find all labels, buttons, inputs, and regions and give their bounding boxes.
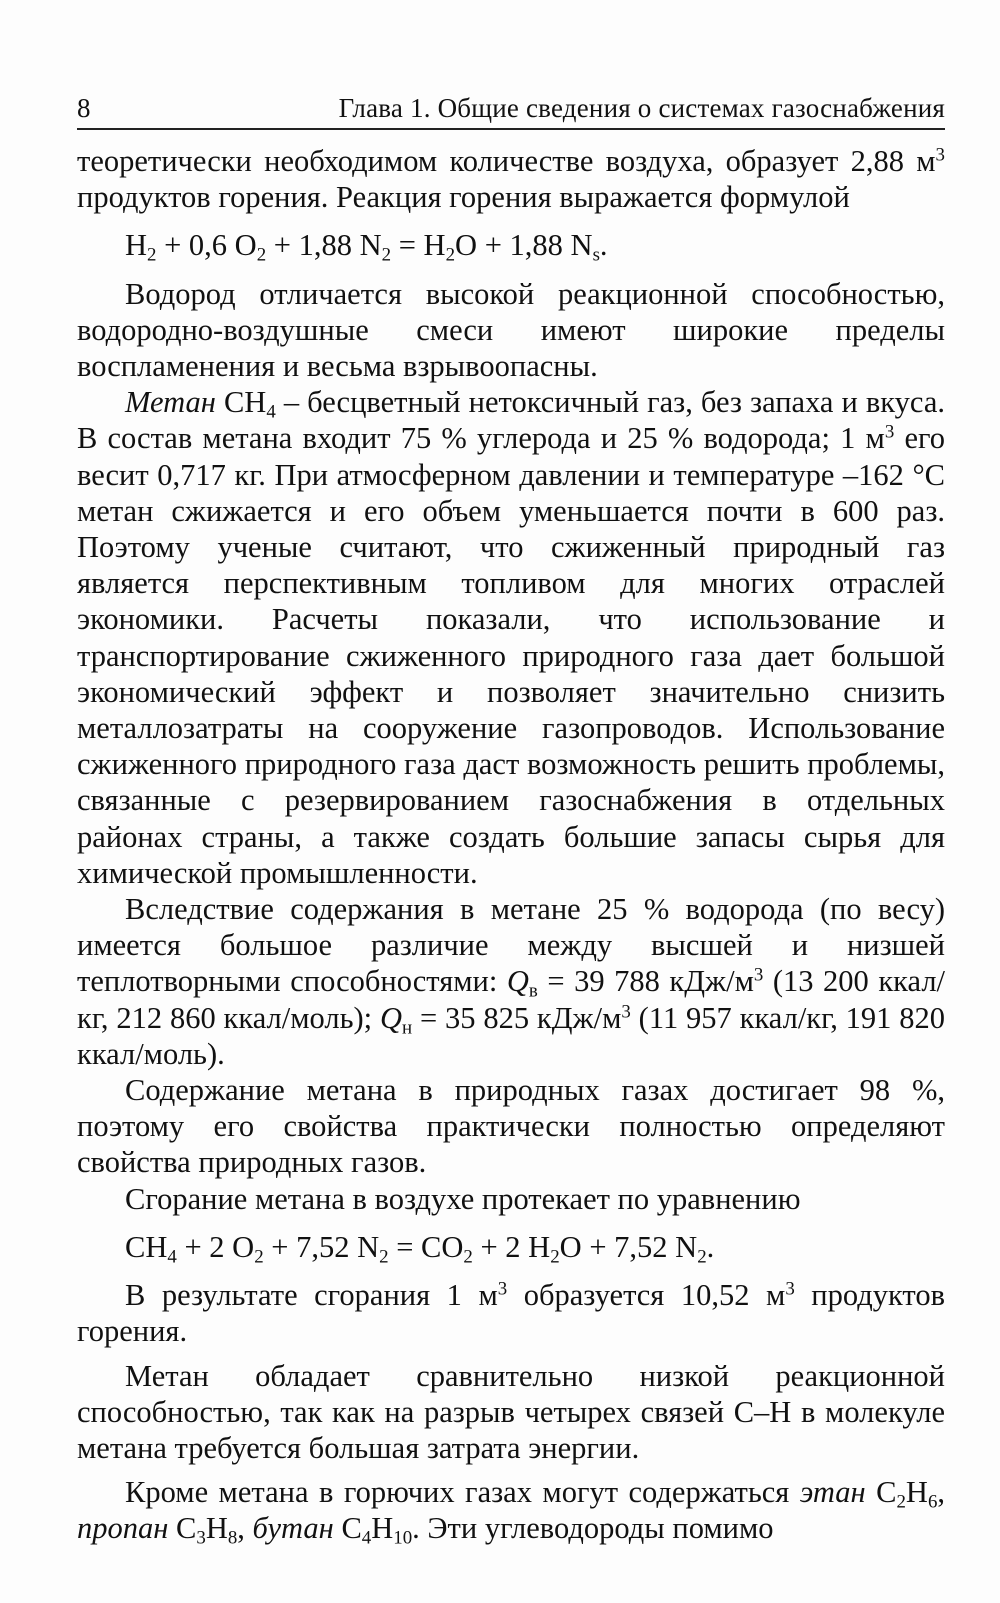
paragraph-heat-values: Вследствие содержания в метане 25 % водорода (по весу) имеется большое различие между высшей и низшей теплотворными способностями: $Q_в = 39$ 788 кДж/$м^3$ (13 200 ккал/кг, 212 860 ккал/моль); $Q_н = 35$ 825 кДж/$м^3$ (11 957 ккал/кг, 191 820 ккал/моль). [77,892,946,1071]
paragraph-continuation: теоретически необходимом количестве воздуха, образует 2,88 $м^3$ продуктов горения. Реакция горения выражается формулой [77,144,945,215]
term-propane: пропан [77,1511,169,1546]
hydrogen-combustion-equation: $H_2 + 0,6$ $O_2 + 1,88$ $N_2 = H_2O + 1,88$ $N_s$. [125,228,608,266]
paragraph-combustion-result: В результате сгорания 1 $м^3$ образуется 10,52 $м^3$ продуктов горения. [77,1278,945,1349]
paragraph-other-hydrocarbons: Кроме метана в горючих газах могут содержаться этан $C_2H_6$, пропан $C_3H_8$, бутан $C_4H_{10}$. Эти углеводороды помимо [77,1475,946,1549]
paragraph-hydrogen: Водород отличается высокой реакционной способностью, водородно-воздушные смеси имеют широкие пределы воспламенения и весьма взрывоопасны. [77,276,945,384]
running-header [77,88,945,130]
term-methane: Метан [125,385,216,420]
page-number: 8 [77,93,91,123]
paragraph-reactivity: Метан обладает сравнительно низкой реакционной способностью, так как на разрыв четырех связей С–Н в молекуле метана требуется большая затрата энергии. [77,1358,945,1465]
paragraph-methane-content: Содержание метана в природных газах достигает 98 %, поэтому его свойства практически полностью определяют свойства природных газов. [77,1073,945,1180]
body-text [77,143,945,1547]
term-butane: бутан [252,1511,334,1546]
methane-combustion-equation: $CH_4 + 2$ $O_2 + 7,52$ $N_2 = CO_2 + 2$ $H_2O + 7,52$ $N_2$. [125,1229,715,1268]
paragraph-methane: Метан $CH_4$ – бесцветный нетоксичный газ, без запаха и вкуса. В состав метана входит 75 % углерода и 25 % водорода; 1 $м^3$ его весит 0,717 кг. При атмосферном давлении и температуре –162 °С метан сжижается и его объем уменьшается почти в 600 раз. Поэтому ученые считают, что сжиженный природный газ является перспективным топливом для многих отраслей экономики. Расчеты показали, что использование и транспортирование сжиженного природного газа дает большой экономический эффект и позволяет значительно снизить металлозатраты на сооружение газопроводов. Использование сжиженного природного газа даст возможность решить проблемы, связанные с резервированием газоснабжения в отдельных районах страны, а также создать большие запасы сырья для химической промышленности. [77,385,945,890]
paragraph-combustion-intro: Сгорание метана в воздухе протекает по уравнению [125,1181,801,1216]
term-ethane: этан [799,1475,866,1510]
running-title: Глава 1. Общие сведения о системах газоснабжения [338,93,945,123]
